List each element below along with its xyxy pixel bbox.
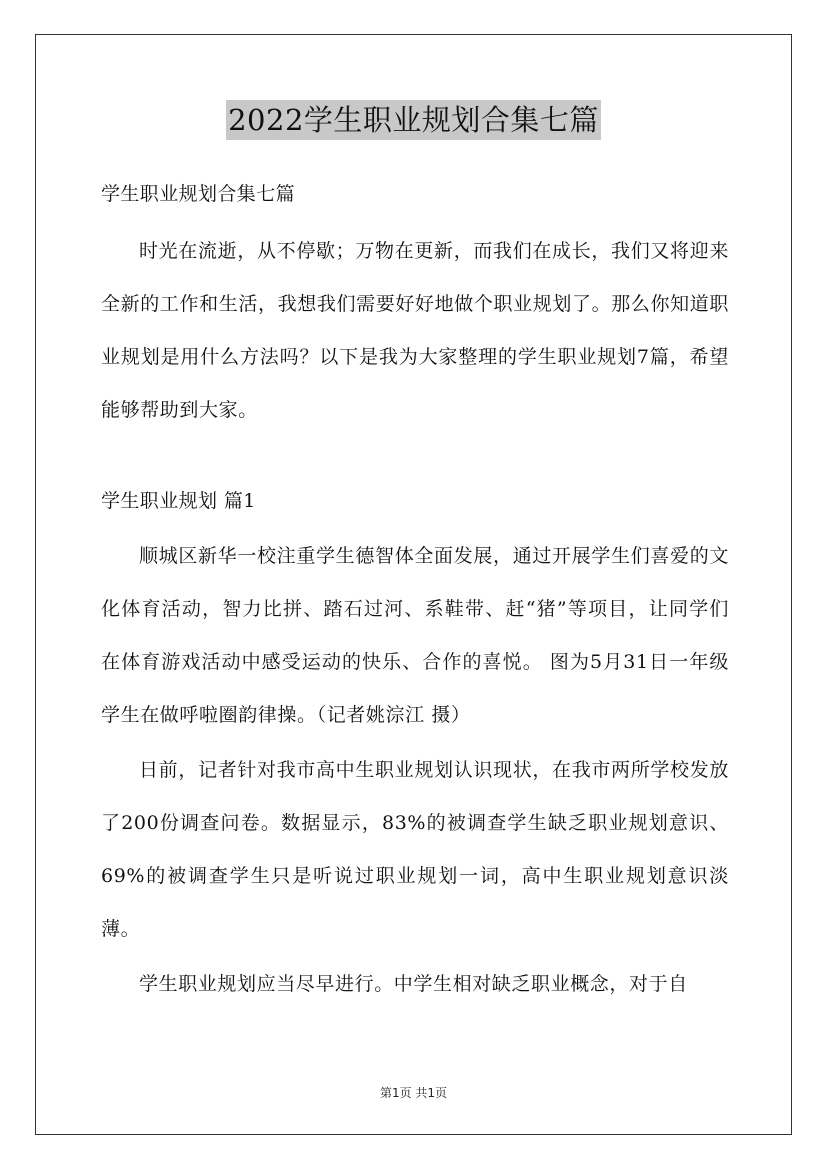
document-body xyxy=(101,176,729,1011)
document-subtitle: 学生职业规划合集七篇 xyxy=(101,183,296,205)
body-paragraph: 日前，记者针对我市高中生职业规划认识现状，在我市两所学校发放了200份调查问卷。数据显示，83%的被调查学生缺乏职业规划意识、69%的被调查学生只是听说过职业规划一词，高中生职业规划意识淡薄。 xyxy=(101,759,729,940)
page-number: 第1页 共1页 xyxy=(379,1086,448,1100)
title-container xyxy=(0,100,827,140)
body-paragraph: 学生职业规划应当尽早进行。中学生相对缺乏职业概念，对于自 xyxy=(139,973,688,995)
document-title: 2022学生职业规划合集七篇 xyxy=(226,100,601,140)
body-paragraph: 顺城区新华一校注重学生德智体全面发展，通过开展学生们喜爱的文化体育活动，智力比拼、踏石过河、系鞋带、赶“猪”等项目，让同学们在体育游戏活动中感受运动的快乐、合作的喜悦。 图为5月31日一年级学生在做呼啦圈韵律操。（记者姚淙江 摄） xyxy=(101,545,729,726)
intro-paragraph: 时光在流逝，从不停歇；万物在更新，而我们在成长，我们又将迎来全新的工作和生活，我想我们需要好好地做个职业规划了。那么你知道职业规划是用什么方法吗？以下是我为大家整理的学生职业规划7篇，希望能够帮助到大家。 xyxy=(101,240,729,421)
section-heading: 学生职业规划 篇1 xyxy=(101,490,256,512)
page-footer xyxy=(0,1084,827,1101)
